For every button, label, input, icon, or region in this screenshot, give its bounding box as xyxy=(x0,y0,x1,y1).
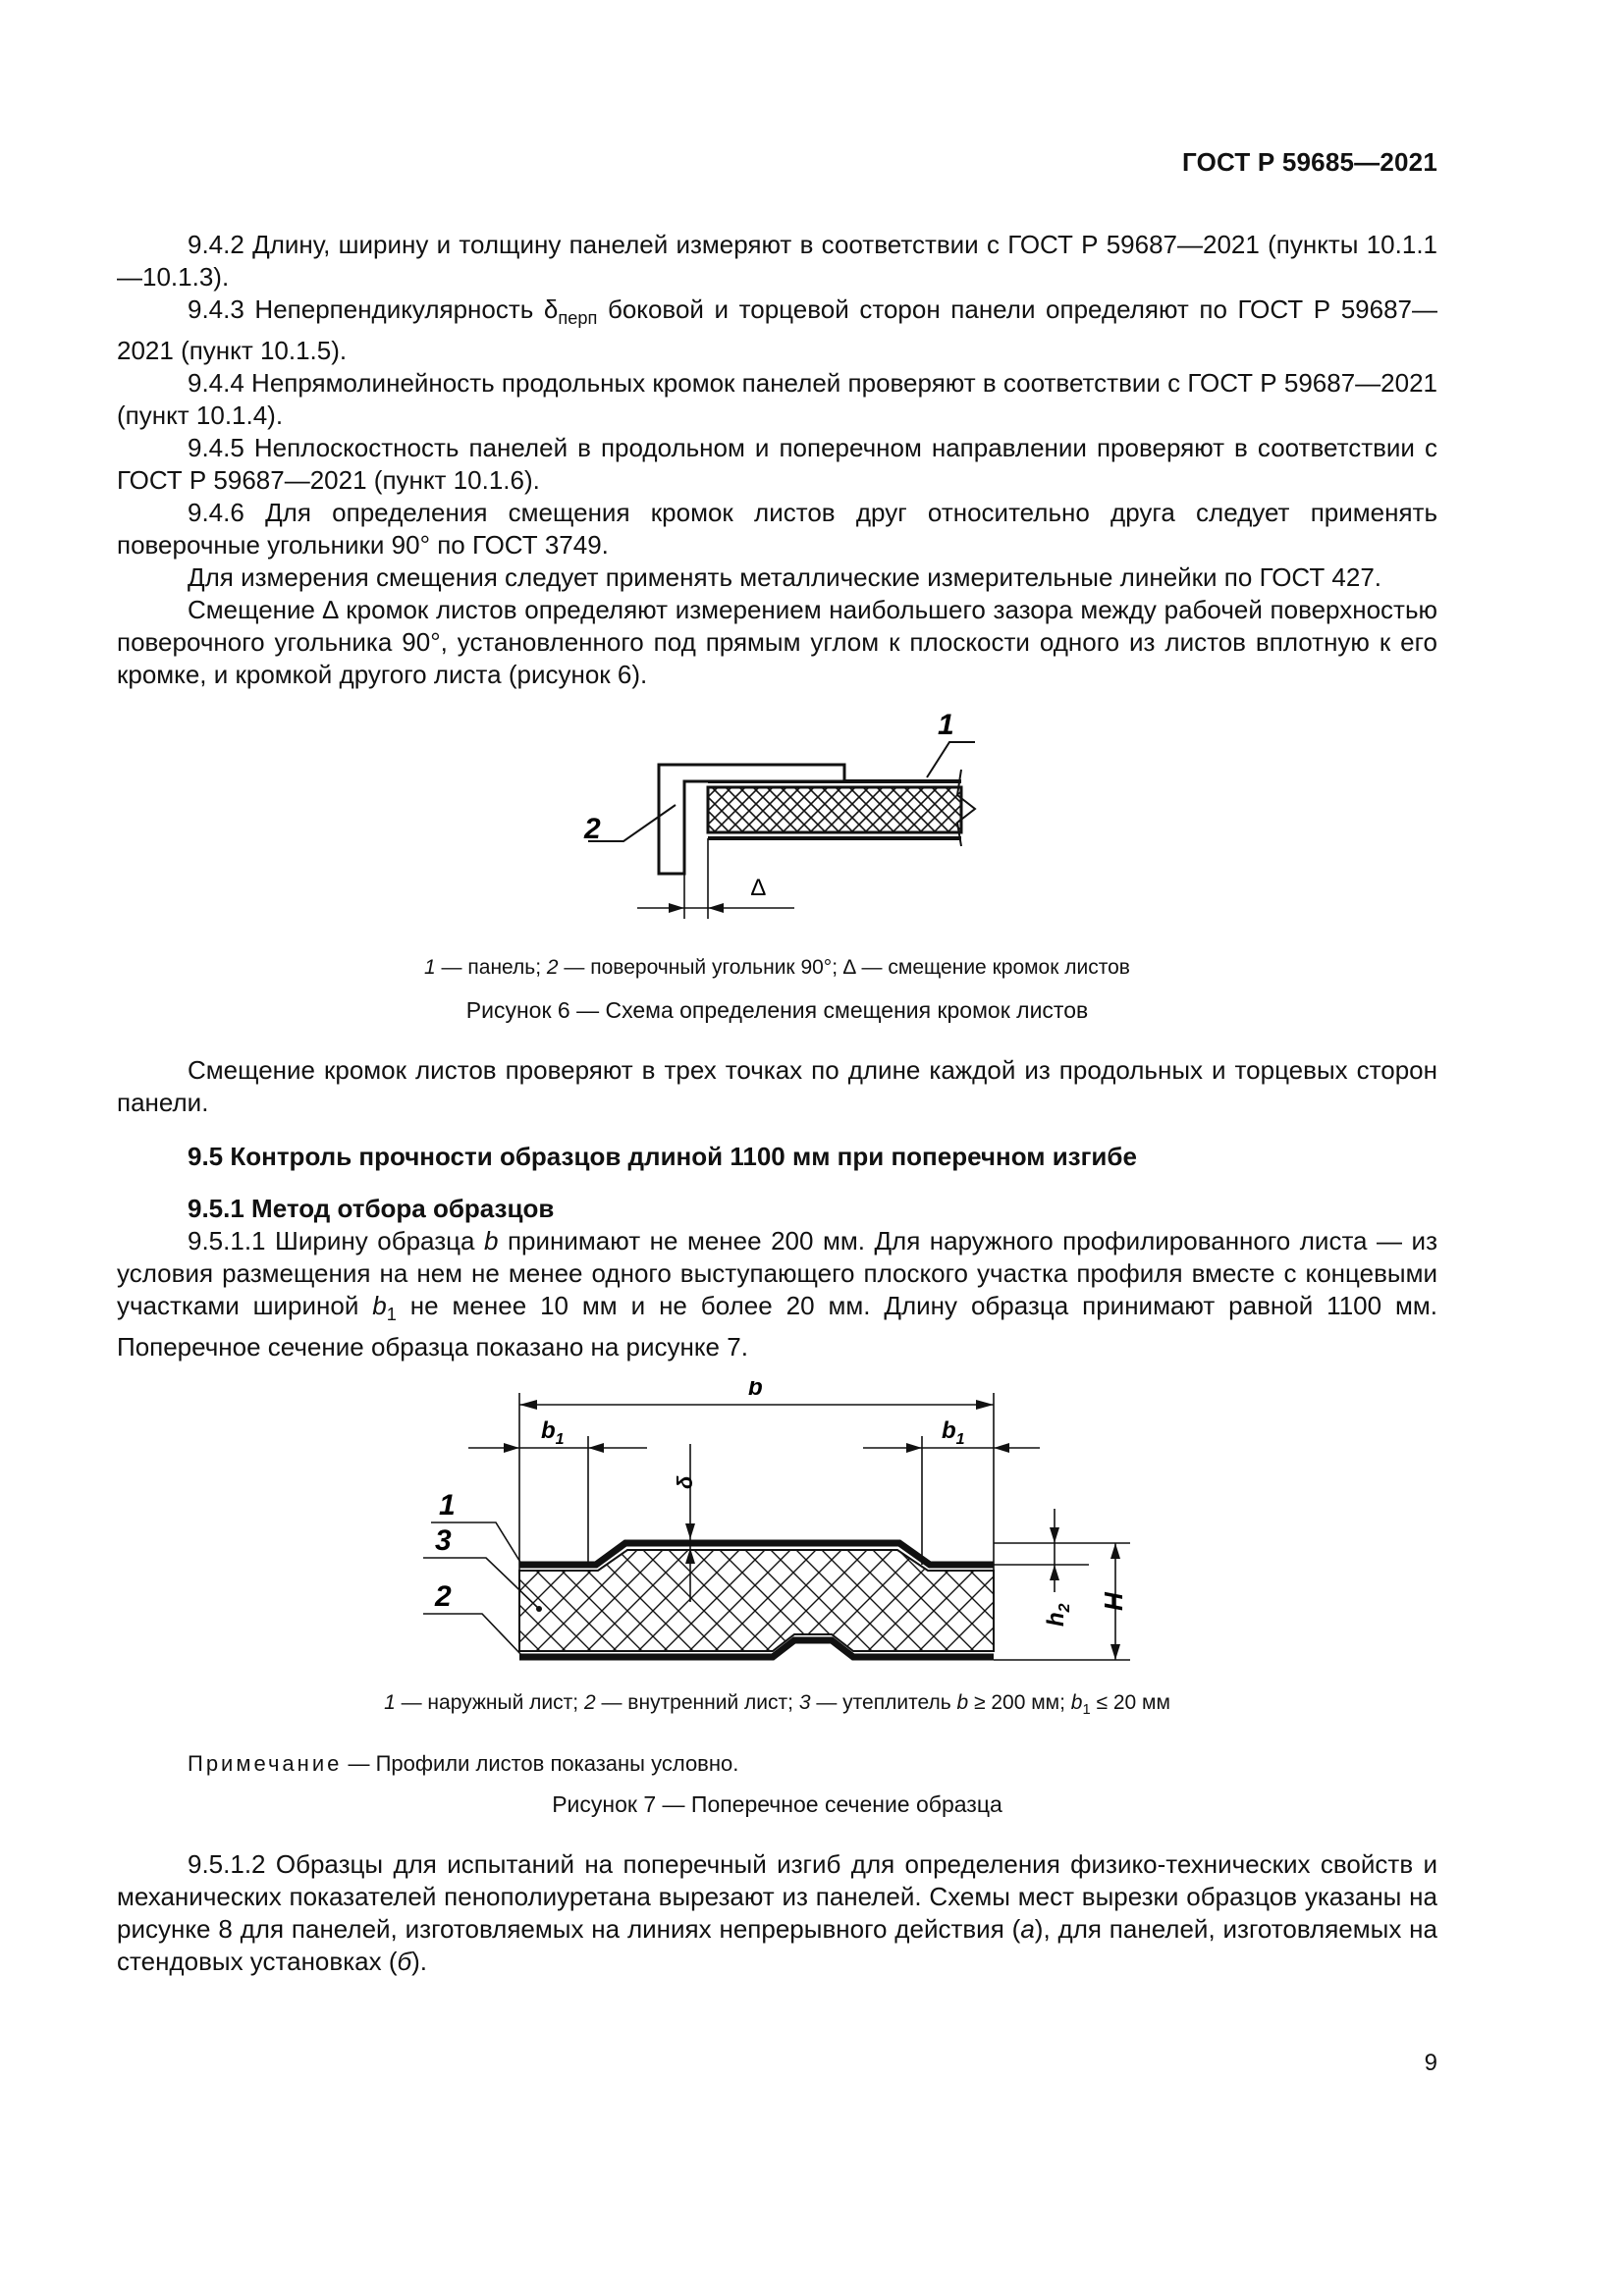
arrow-b1-right-b xyxy=(994,1443,1009,1453)
heading-9-5: 9.5 Контроль прочности образцов длиной 1100 мм при поперечном изгибе xyxy=(188,1142,1137,1172)
paragraph-9-4-2: 9.4.2 Длину, ширину и толщину панелей измеряют в соответствии с ГОСТ Р 59687—2021 (пункты 10.1.1—10.1.3). xyxy=(117,230,1437,292)
figure-7-label-b1-right: $b_1$ xyxy=(942,1417,965,1449)
paragraph-9-4-3: 9.4.3 Неперпендикулярность $\delta_{перп}$ боковой и торцевой сторон панели определяют по ГОСТ Р 59687—2021 (пункт 10.1.5). xyxy=(117,294,1437,366)
arrow-b1-left-b xyxy=(588,1443,604,1453)
arrow-delta-top xyxy=(685,1523,695,1539)
arrow-right xyxy=(708,903,724,913)
arrow-h2-b xyxy=(1050,1565,1059,1580)
document-header: ГОСТ Р 59685—2021 xyxy=(1182,147,1437,177)
figure-6 xyxy=(117,701,1437,946)
figure-6-drawing xyxy=(117,701,1437,946)
leader-fig7-3-dot xyxy=(536,1606,542,1612)
heading-9-5-1: 9.5.1 Метод отбора образцов xyxy=(188,1194,555,1224)
arrow-b1-right-a xyxy=(906,1443,922,1453)
figure-6-legend: 1 — панель; 2 — поверочный угольник 90°; ∆ — смещение кромок листов xyxy=(424,956,1130,980)
figure-7-title: Рисунок 7 — Поперечное сечение образца xyxy=(552,1790,1002,1817)
arrow-b-left xyxy=(519,1400,537,1410)
figure-7-label-b1-left: $b_1$ xyxy=(541,1417,565,1449)
arrow-H-bottom xyxy=(1110,1644,1120,1660)
figure-6-title: Рисунок 6 — Схема определения смещения кромок листов xyxy=(465,997,1089,1024)
figure-6-label-2: 2 xyxy=(584,813,601,846)
panel-core xyxy=(708,787,961,832)
figure-7 xyxy=(117,1381,1437,1676)
paragraph-9-5-1-1: 9.5.1.1 Ширину образца b принимают не менее 200 мм. Для наружного профилированного листа — из условия размещения на нем не менее одного выступающего плоского участка профиля вместе с концевыми участками шириной $b_1$ не менее 10 мм и не более 20 мм. Длину образца принимают равной 1100 мм. Поперечное сечение образца показано на рисунке 7. xyxy=(117,1226,1437,1362)
figure-7-label-H: H xyxy=(1099,1592,1128,1612)
paragraph-delta: Смещение ∆ кромок листов определяют измерением наибольшего зазора между рабочей поверхностью поверочного угольника 90°, установленного под прямым углом к плоскости одного из листов вплотную к его кромке, и кромкой другого листа (рисунок 6). xyxy=(117,595,1437,690)
figure-7-label-3: 3 xyxy=(435,1524,452,1558)
paragraph-9-5-1-2: 9.5.1.2 Образцы для испытаний на поперечный изгиб для определения физико-технических свойств и механических показателей пенополиуретана вырезают из панелей. Схемы мест вырезки образцов указаны на рисунке 8 для панелей, изготовляемых на линиях непрерывного действия (а), для панелей, изготовляемых на стендовых установках (б). xyxy=(117,1848,1438,1976)
arrow-b-right xyxy=(976,1400,994,1410)
figure-7-legend: 1 — наружный лист; 2 — внутренний лист; 3 — утеплитель b ≥ 200 мм; $b_1 \le 20$ мм xyxy=(384,1691,1170,1719)
arrow-left xyxy=(669,903,684,913)
arrow-H-top xyxy=(1110,1543,1120,1559)
figure-7-label-2: 2 xyxy=(435,1580,452,1614)
arrow-b1-left-a xyxy=(504,1443,519,1453)
leader-fig7-2 xyxy=(423,1614,523,1657)
arrow-h2-a xyxy=(1050,1527,1059,1543)
figure-6-label-delta: ∆ xyxy=(751,875,766,902)
page-content xyxy=(117,229,1437,1978)
paragraph-ruler: Для измерения смещения следует применять металлические измерительные линейки по ГОСТ 427. xyxy=(188,562,1382,593)
figure-7-label-b: b xyxy=(748,1381,763,1402)
figure-6-label-1: 1 xyxy=(938,709,954,742)
paragraph-9-4-5: 9.4.5 Неплоскостность панелей в продольном и поперечном направлении проверяют в соответствии с ГОСТ Р 59687—2021 (пункт 10.1.6). xyxy=(117,433,1437,496)
paragraph-9-4-4: 9.4.4 Непрямолинейность продольных кромок панелей проверяют в соответствии с ГОСТ Р 59687—2021 (пункт 10.1.4). xyxy=(117,368,1437,431)
page-number: 9 xyxy=(1424,2050,1437,2076)
figure-7-drawing xyxy=(117,1381,1437,1676)
paragraph-points: Смещение кромок листов проверяют в трех точках по длине каждой из продольных и торцевых сторон панели. xyxy=(117,1055,1437,1118)
leader-1 xyxy=(927,742,975,777)
figure-7-note: Примечание — Профили листов показаны условно. xyxy=(188,1750,739,1776)
figure-7-label-delta: δ xyxy=(673,1475,697,1490)
paragraph-9-4-6: 9.4.6 Для определения смещения кромок листов друг относительно друга следует применять поверочные угольники 90° по ГОСТ 3749. xyxy=(117,498,1437,561)
figure-7-label-h2: $h_2$ xyxy=(1043,1603,1073,1628)
figure-7-label-1: 1 xyxy=(439,1489,456,1522)
